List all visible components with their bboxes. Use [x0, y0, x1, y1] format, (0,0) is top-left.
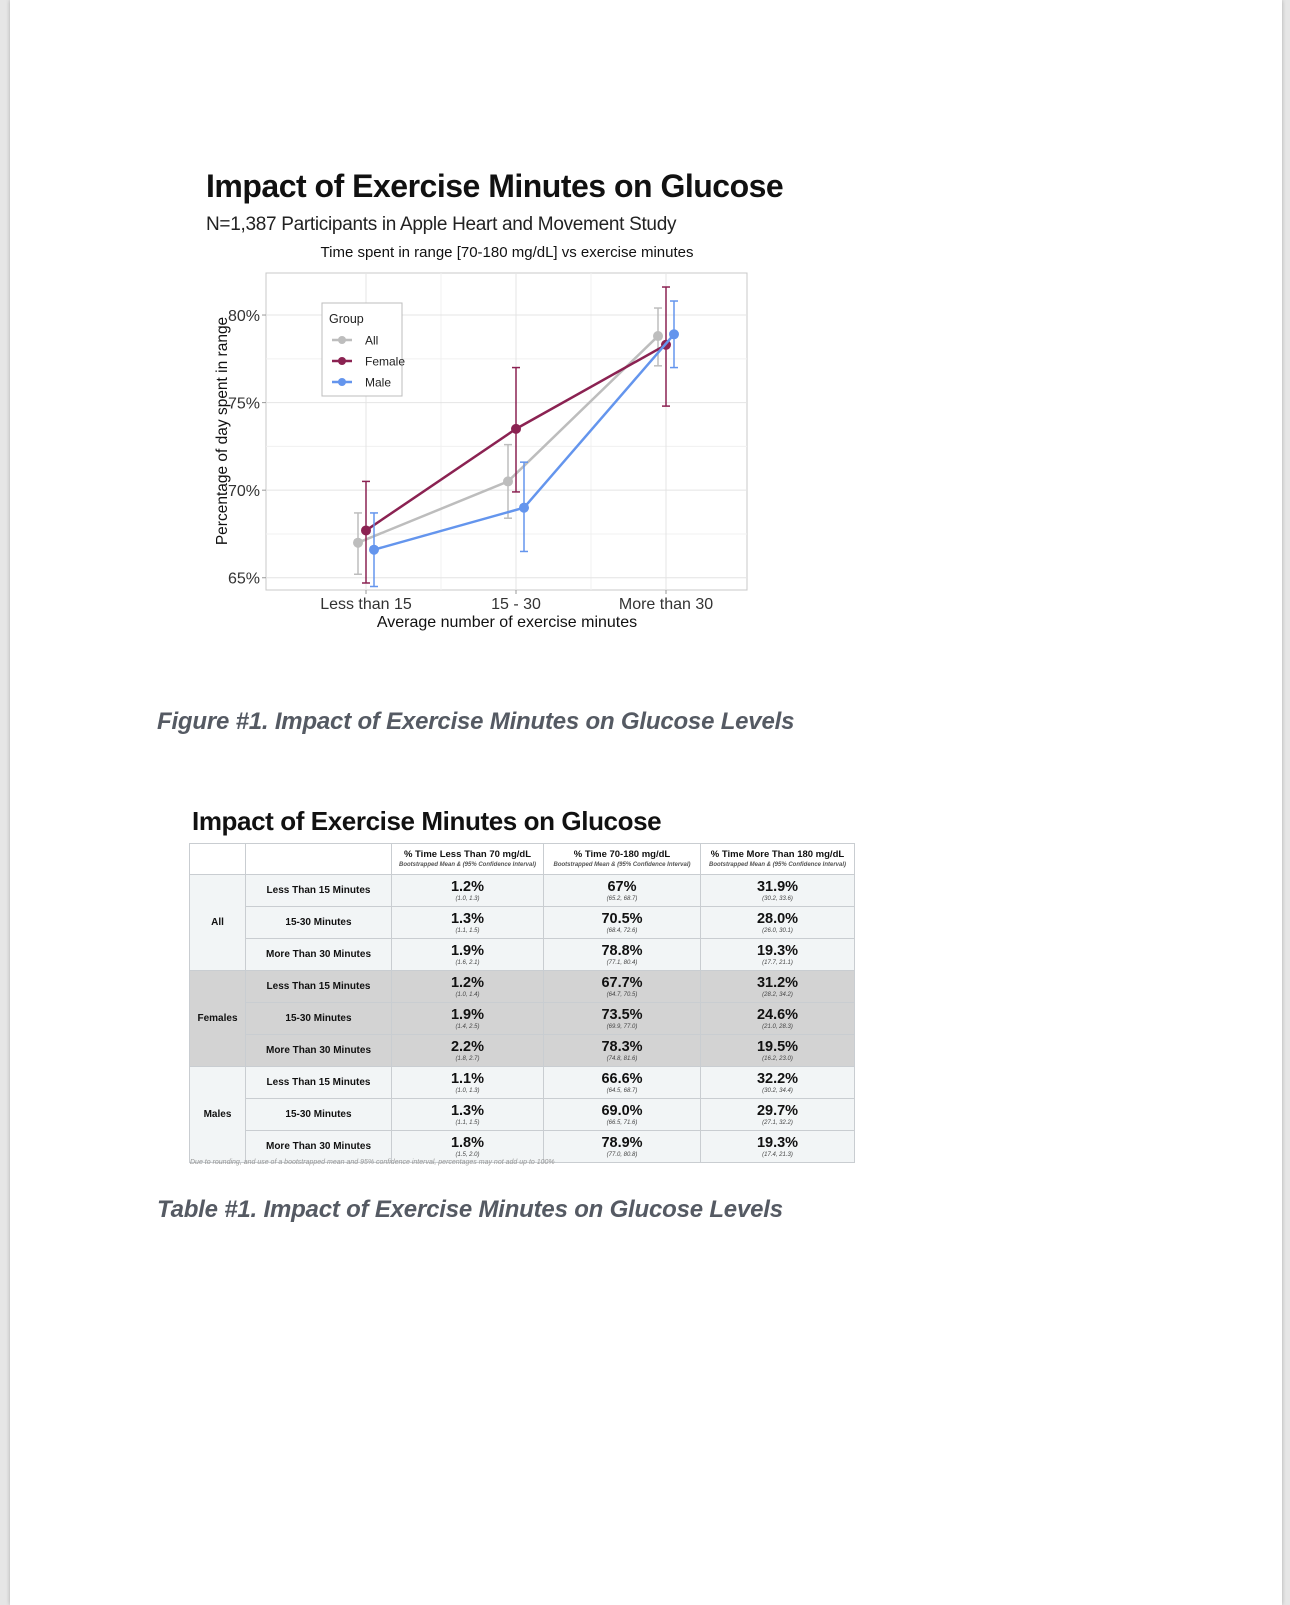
table-cell [544, 1131, 701, 1163]
legend-label: Female [365, 354, 406, 369]
cell-confidence-interval: (26.0, 30.1) [762, 927, 793, 934]
table-row [190, 971, 855, 1003]
table-cell [544, 1099, 701, 1131]
data-point [519, 503, 529, 513]
header-corner [190, 844, 246, 875]
cell-value: 1.3% [450, 1102, 485, 1119]
cell-value: 19.3% [756, 1134, 799, 1151]
table-cell [392, 1067, 544, 1099]
cell-confidence-interval: (1.1, 1.5) [455, 927, 480, 934]
legend-label: Male [365, 375, 392, 390]
y-axis-label: Percentage of day spent in range [214, 316, 231, 546]
table-cell [392, 971, 544, 1003]
row-label: 15-30 Minutes [246, 1003, 392, 1035]
table-row [190, 907, 855, 939]
cell-confidence-interval: (30.2, 34.4) [762, 1087, 793, 1094]
cell-value: 70.5% [601, 910, 643, 927]
x-tick-label: 15 - 30 [491, 596, 541, 613]
document-page [10, 0, 1282, 1605]
table-row [190, 1035, 855, 1067]
results-table [189, 843, 855, 1163]
cell-confidence-interval: (1.1, 1.5) [455, 1119, 480, 1126]
data-point [503, 476, 513, 486]
chart-title: Impact of Exercise Minutes on Glucose [206, 168, 784, 204]
cell-confidence-interval: (16.2, 23.0) [762, 1055, 793, 1062]
row-label: 15-30 Minutes [246, 907, 392, 939]
row-label: 15-30 Minutes [246, 1099, 392, 1131]
column-header [544, 844, 701, 875]
table-footnote: Due to rounding, and use of a bootstrapped mean and 95% confidence interval, percentages may not add up to 100% [190, 1159, 555, 1166]
table-cell [701, 1067, 855, 1099]
table-cell [392, 1035, 544, 1067]
cell-confidence-interval: (17.4, 21.3) [762, 1151, 793, 1158]
header-corner [246, 844, 392, 875]
column-header-title: % Time More Than 180 mg/dL [710, 849, 845, 860]
column-header-subtitle: Bootstrapped Mean & (95% Confidence Interval) [398, 862, 537, 868]
cell-confidence-interval: (69.9, 77.0) [606, 1023, 638, 1030]
cell-value: 2.2% [450, 1038, 485, 1055]
table-cell [701, 875, 855, 907]
data-point [669, 329, 679, 339]
column-header-title: % Time 70-180 mg/dL [573, 849, 671, 860]
cell-confidence-interval: (1.6, 2.1) [455, 959, 480, 966]
cell-value: 78.8% [601, 942, 643, 959]
column-header [392, 844, 544, 875]
table-header-row [190, 844, 855, 875]
cell-value: 67.7% [601, 974, 643, 991]
table-row [190, 1099, 855, 1131]
cell-value: 24.6% [756, 1006, 799, 1023]
figure-caption: Figure #1. Impact of Exercise Minutes on Glucose Levels [157, 708, 795, 735]
cell-confidence-interval: (74.8, 81.6) [606, 1055, 638, 1062]
table-cell [701, 1131, 855, 1163]
cell-value: 66.6% [601, 1070, 643, 1087]
cell-confidence-interval: (21.0, 28.3) [762, 1023, 793, 1030]
row-label: Less Than 15 Minutes [246, 875, 392, 907]
table-cell [392, 1131, 544, 1163]
y-tick-label: 65% [227, 570, 260, 588]
cell-confidence-interval: (64.7, 70.5) [606, 991, 638, 998]
column-header-title: % Time Less Than 70 mg/dL [403, 849, 532, 860]
cell-confidence-interval: (1.4, 2.5) [455, 1023, 480, 1030]
cell-confidence-interval: (1.0, 1.3) [455, 1087, 480, 1094]
row-group-label: All [190, 875, 246, 971]
legend-swatch-point [338, 336, 346, 344]
cell-confidence-interval: (68.4, 72.6) [606, 927, 638, 934]
legend-label: All [365, 333, 379, 348]
cell-confidence-interval: (77.0, 80.8) [606, 1151, 638, 1158]
table-cell [701, 1099, 855, 1131]
table-row [190, 875, 855, 907]
data-point [361, 525, 371, 535]
column-header-subtitle: Bootstrapped Mean & (95% Confidence Interval) [553, 862, 691, 868]
row-label: More Than 30 Minutes [246, 939, 392, 971]
table-cell [392, 907, 544, 939]
cell-value: 32.2% [756, 1070, 799, 1087]
cell-value: 31.9% [756, 878, 799, 895]
cell-confidence-interval: (1.0, 1.4) [455, 991, 480, 998]
cell-value: 19.5% [756, 1038, 799, 1055]
table-cell [544, 1003, 701, 1035]
row-label: Less Than 15 Minutes [246, 1067, 392, 1099]
table-title: Impact of Exercise Minutes on Glucose [192, 806, 662, 836]
y-axis [228, 308, 266, 588]
table-cell [392, 939, 544, 971]
cell-confidence-interval: (27.1, 32.2) [762, 1119, 793, 1126]
cell-value: 1.3% [450, 910, 485, 927]
legend-swatch-point [338, 378, 346, 386]
cell-confidence-interval: (17.7, 21.1) [762, 959, 793, 966]
row-label: More Than 30 Minutes [246, 1035, 392, 1067]
row-group-label: Males [190, 1067, 246, 1163]
x-axis [320, 590, 713, 613]
cell-value: 78.9% [601, 1134, 643, 1151]
cell-value: 1.2% [450, 878, 485, 895]
row-label: More Than 30 Minutes [246, 1131, 392, 1163]
cell-confidence-interval: (28.2, 34.2) [762, 991, 793, 998]
table-cell [392, 1003, 544, 1035]
chart-subtitle: N=1,387 Participants in Apple Heart and Movement Study [206, 214, 677, 235]
legend-title: Group [329, 312, 364, 326]
data-point [653, 331, 663, 341]
table-row [190, 939, 855, 971]
table-cell [701, 939, 855, 971]
column-header-subtitle: Bootstrapped Mean & (95% Confidence Interval) [708, 862, 847, 868]
cell-value: 1.9% [450, 1006, 485, 1023]
data-point [353, 538, 363, 548]
table-cell [701, 1035, 855, 1067]
cell-value: 19.3% [756, 942, 799, 959]
cell-value: 67% [607, 878, 637, 895]
table-cell [701, 907, 855, 939]
table-cell [544, 907, 701, 939]
y-tick-label: 80% [227, 308, 260, 326]
legend-swatch-point [338, 357, 346, 365]
table-cell [544, 939, 701, 971]
x-tick-label: More than 30 [618, 596, 714, 613]
cell-value: 73.5% [601, 1006, 643, 1023]
table-caption: Table #1. Impact of Exercise Minutes on Glucose Levels [157, 1196, 783, 1223]
cell-value: 1.1% [450, 1070, 485, 1087]
cell-confidence-interval: (1.0, 1.3) [455, 895, 480, 902]
plot-title: Time spent in range [70-180 mg/dL] vs exercise minutes [320, 244, 694, 261]
cell-confidence-interval: (1.5, 2.0) [455, 1151, 480, 1158]
y-tick-label: 70% [227, 483, 260, 501]
cell-confidence-interval: (1.8, 2.7) [455, 1055, 480, 1062]
x-axis-label: Average number of exercise minutes [376, 614, 638, 631]
cell-value: 28.0% [756, 910, 799, 927]
table-cell [544, 971, 701, 1003]
x-tick-label: Less than 15 [320, 596, 412, 613]
row-label: Less Than 15 Minutes [246, 971, 392, 1003]
cell-value: 29.7% [756, 1102, 799, 1119]
data-point [511, 424, 521, 434]
cell-confidence-interval: (77.1, 80.4) [606, 959, 638, 966]
cell-confidence-interval: (66.5, 71.6) [606, 1119, 638, 1126]
legend [322, 303, 405, 396]
table-cell [544, 875, 701, 907]
cell-value: 1.8% [450, 1134, 485, 1151]
table-cell [392, 875, 544, 907]
cell-value: 69.0% [601, 1102, 643, 1119]
table-cell [544, 1067, 701, 1099]
table-cell [701, 971, 855, 1003]
cell-value: 1.2% [450, 974, 485, 991]
table-row [190, 1067, 855, 1099]
row-group-label: Females [190, 971, 246, 1067]
cell-value: 1.9% [450, 942, 485, 959]
table-cell [544, 1035, 701, 1067]
table-cell [392, 1099, 544, 1131]
cell-value: 31.2% [756, 974, 799, 991]
cell-confidence-interval: (30.2, 33.6) [762, 895, 793, 902]
cell-value: 78.3% [601, 1038, 643, 1055]
column-header [701, 844, 855, 875]
cell-confidence-interval: (65.2, 68.7) [606, 895, 638, 902]
table-row [190, 1003, 855, 1035]
cell-confidence-interval: (64.5, 68.7) [606, 1087, 638, 1094]
table-row [190, 1131, 855, 1163]
line-chart [10, 0, 770, 640]
y-tick-label: 75% [227, 395, 260, 413]
table-cell [701, 1003, 855, 1035]
data-point [369, 545, 379, 555]
